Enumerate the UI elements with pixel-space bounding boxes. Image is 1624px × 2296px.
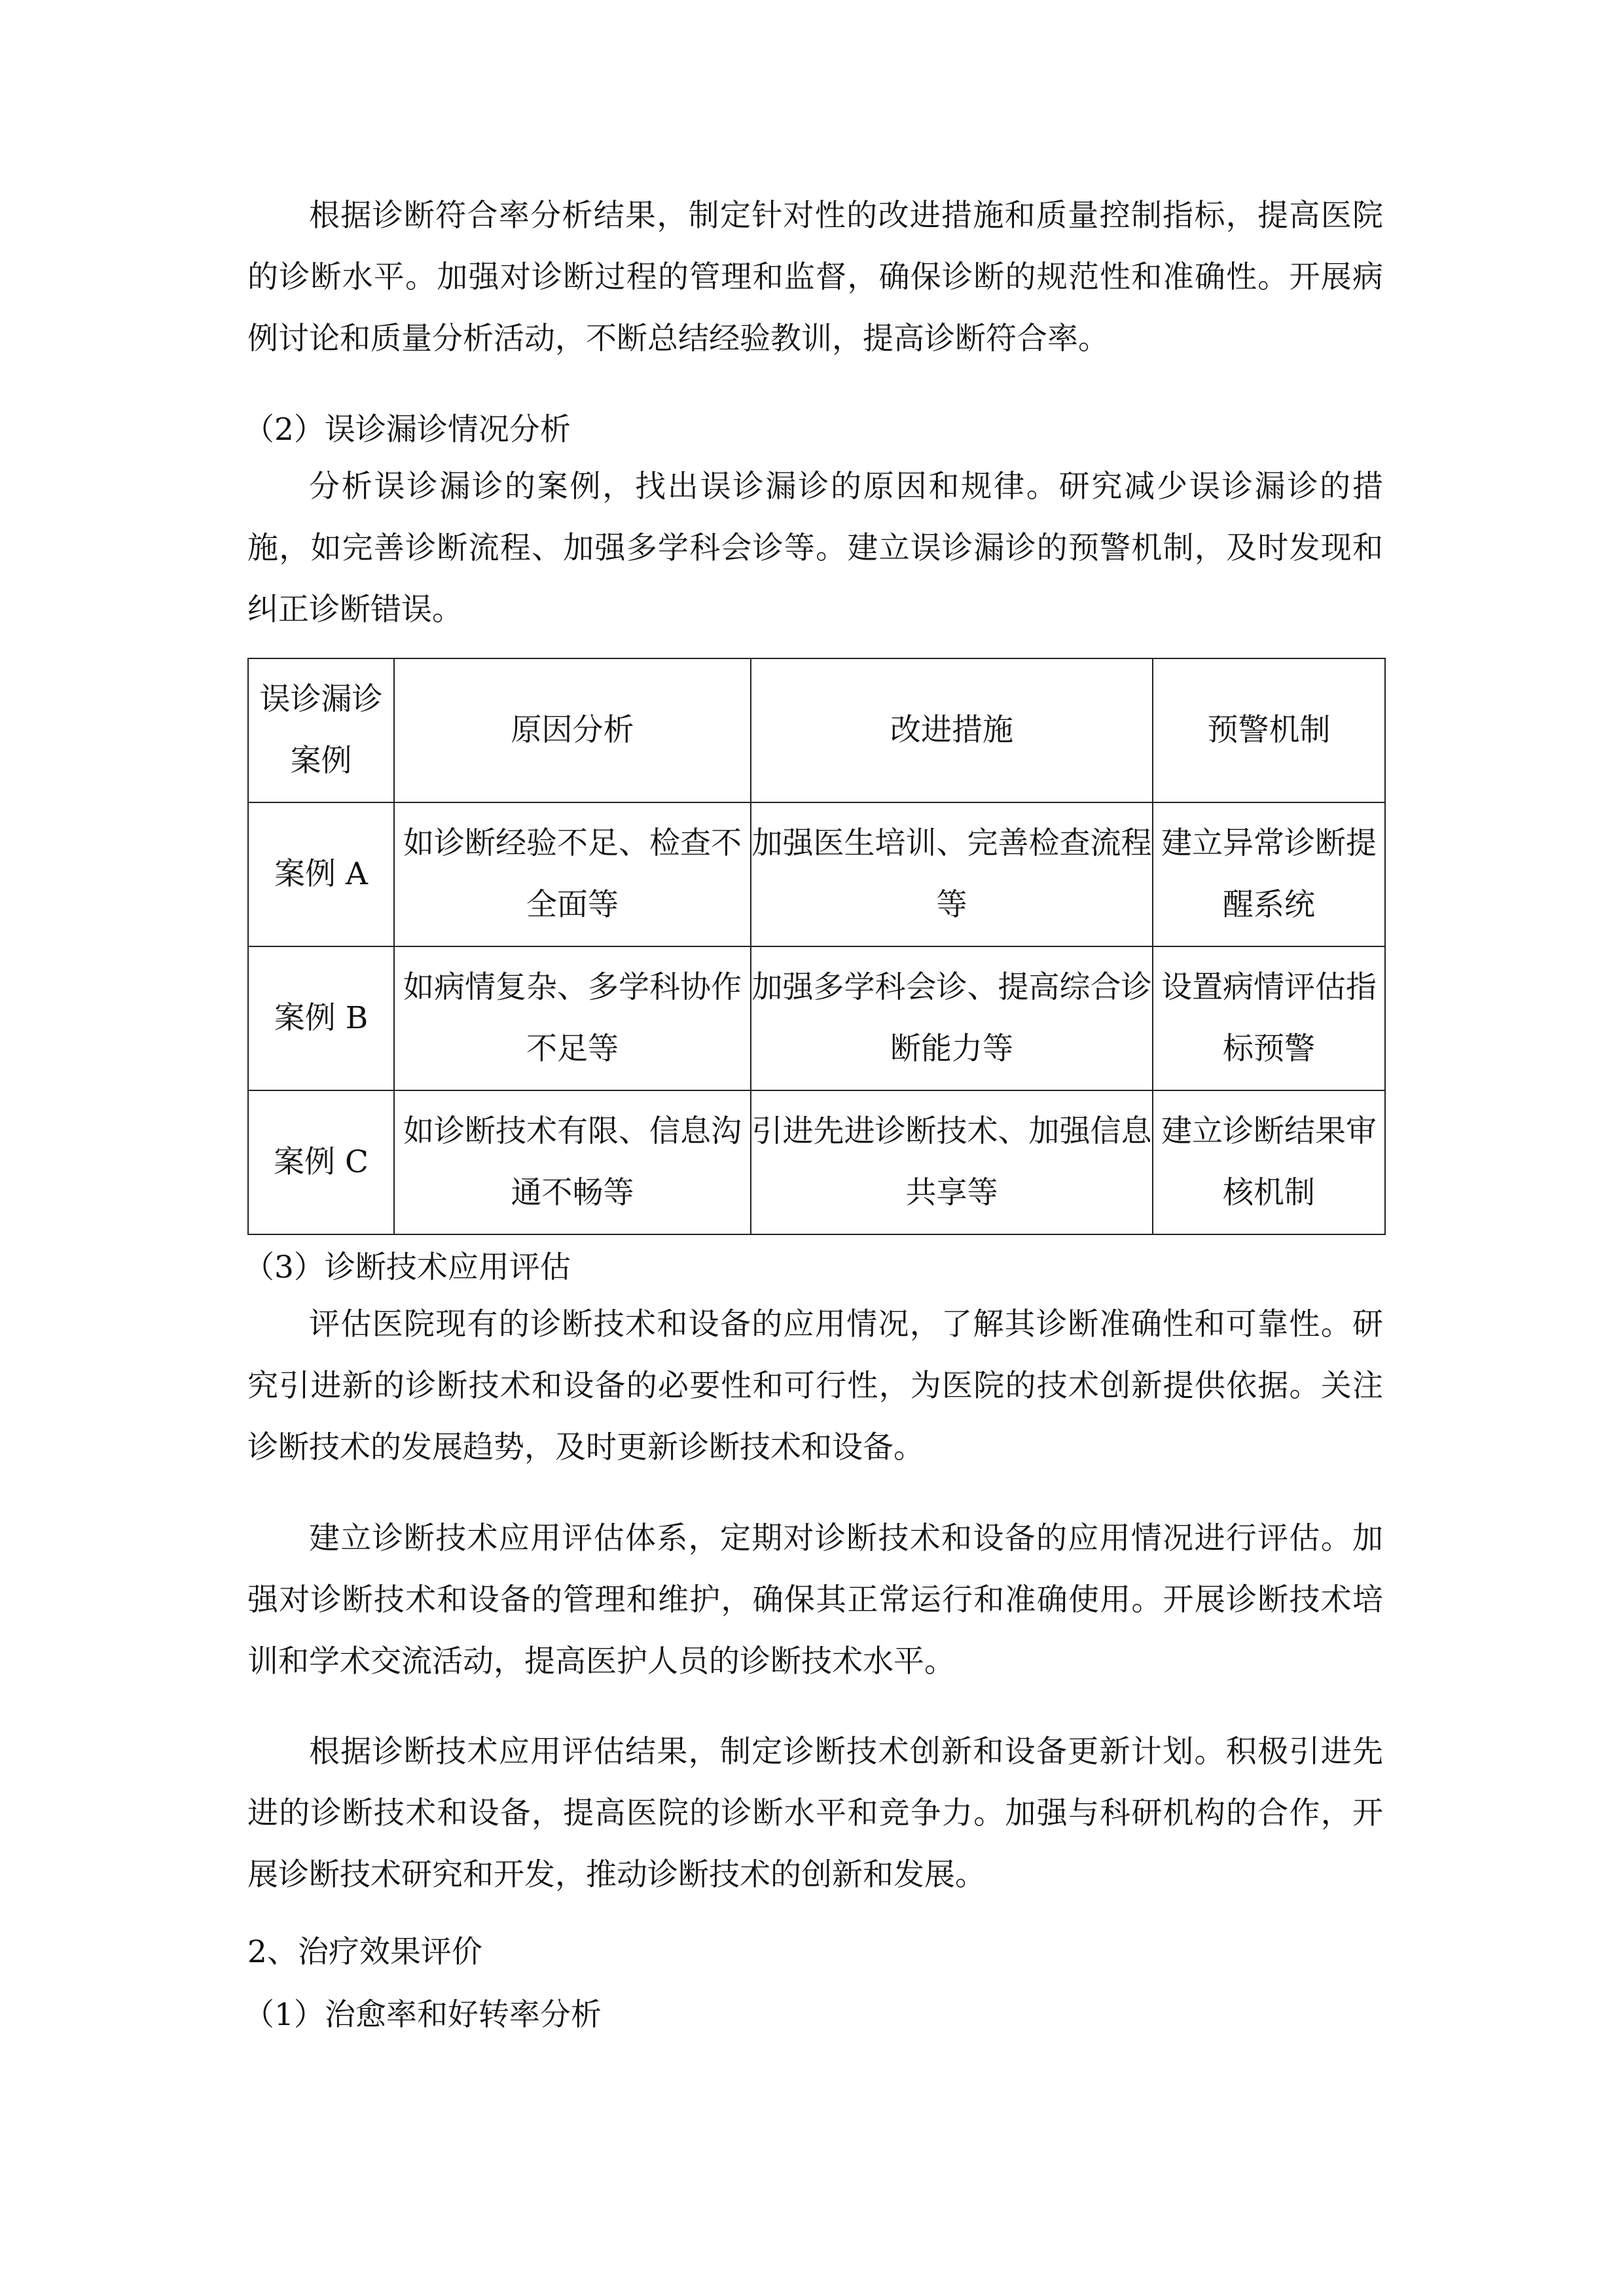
table-cell-case: 案例 A [248, 802, 394, 946]
table-row [248, 1090, 1385, 1234]
table-cell: 如病情复杂、多学科协作不足等 [394, 946, 751, 1090]
table-header-cell: 误诊漏诊案例 [248, 658, 394, 802]
heading-diagnostic-tech-evaluation: （3）诊断技术应用评估 [244, 1249, 571, 1285]
paragraph-diagnosis-improvement: 根据诊断符合率分析结果，制定针对性的改进措施和质量控制指标，提高医院的诊断水平。加强对诊断过程的管理和监督，确保诊断的规范性和准确性。开展病例讨论和质量分析活动，不断总结经验教训，提高诊断符合率。 [247, 198, 1383, 357]
table-header-cell: 预警机制 [1153, 658, 1385, 802]
table-cell: 建立诊断结果审核机制 [1153, 1090, 1385, 1234]
table-cell: 建立异常诊断提醒系统 [1153, 802, 1385, 946]
misdiagnosis-cases-table [247, 658, 1386, 1235]
table-cell: 加强医生培训、完善检查流程等 [751, 802, 1153, 946]
table-header-cell: 改进措施 [751, 658, 1153, 802]
table-row [248, 946, 1385, 1090]
table-header-cell: 原因分析 [394, 658, 751, 802]
table-cell: 如诊断技术有限、信息沟通不畅等 [394, 1090, 751, 1234]
heading-treatment-evaluation: 2、治疗效果评价 [247, 1934, 482, 1970]
table-cell: 如诊断经验不足、检查不全面等 [394, 802, 751, 946]
paragraph-tech-system: 建立诊断技术应用评估体系，定期对诊断技术和设备的应用情况进行评估。加强对诊断技术和设备的管理和维护，确保其正常运行和准确使用。开展诊断技术培训和学术交流活动，提高医护人员的诊断技术水平。 [247, 1520, 1383, 1679]
table-cell: 引进先进诊断技术、加强信息共享等 [751, 1090, 1153, 1234]
table-cell-case: 案例 B [248, 946, 394, 1090]
table-cell: 加强多学科会诊、提高综合诊断能力等 [751, 946, 1153, 1090]
paragraph-misdiagnosis: 分析误诊漏诊的案例，找出误诊漏诊的原因和规律。研究减少误诊漏诊的措施，如完善诊断流程、加强多学科会诊等。建立误诊漏诊的预警机制，及时发现和纠正诊断错误。 [247, 469, 1383, 628]
table-cell: 设置病情评估指标预警 [1153, 946, 1385, 1090]
paragraph-tech-plan: 根据诊断技术应用评估结果，制定诊断技术创新和设备更新计划。积极引进先进的诊断技术和设备，提高医院的诊断水平和竞争力。加强与科研机构的合作，开展诊断技术研究和开发，推动诊断技术的创新和发展。 [247, 1734, 1383, 1893]
paragraph-tech-evaluation: 评估医院现有的诊断技术和设备的应用情况，了解其诊断准确性和可靠性。研究引进新的诊断技术和设备的必要性和可行性，为医院的技术创新提供依据。关注诊断技术的发展趋势，及时更新诊断技术和设备。 [247, 1306, 1383, 1465]
table-cell-case: 案例 C [248, 1090, 394, 1234]
heading-cure-rate-analysis: （1）治愈率和好转率分析 [244, 1997, 602, 2033]
table-row [248, 802, 1385, 946]
heading-misdiagnosis-analysis: （2）误诊漏诊情况分析 [244, 412, 571, 448]
table-header-row [248, 658, 1385, 802]
